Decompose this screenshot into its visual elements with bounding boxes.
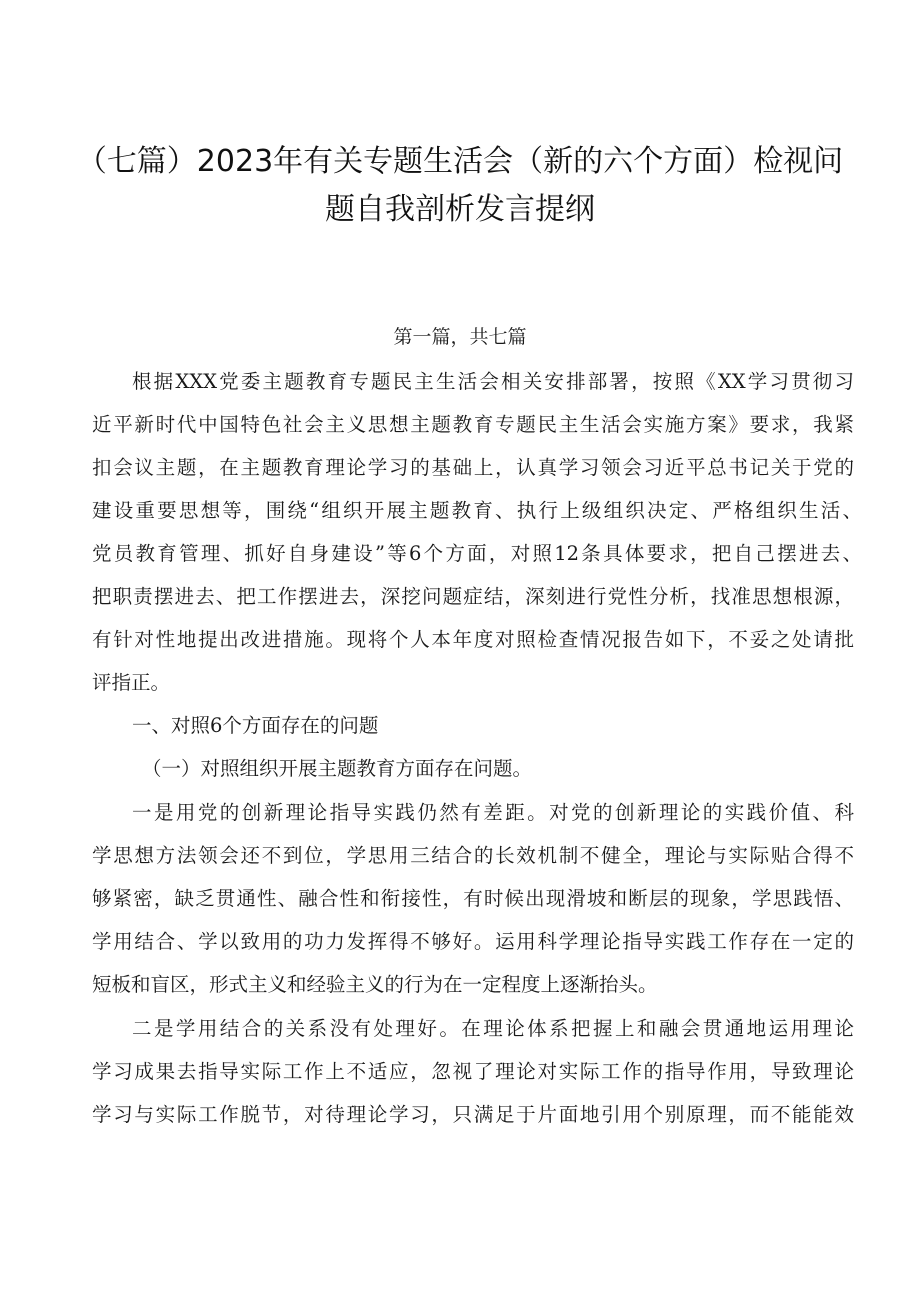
subsection-heading: （一）对照组织开展主题教育方面存在问题。 <box>142 757 533 780</box>
paragraph-line: 近平新时代中国特色社会主义思想主题教育专题民主生活会实施方案》要求，我紧 <box>92 413 854 436</box>
paragraph-line: 学用结合、学以致用的功力发挥得不够好。运用科学理论指导实践工作存在一定的 <box>92 930 854 953</box>
part-heading: 第一篇，共七篇 <box>393 326 527 348</box>
paragraph-line: 够紧密，缺乏贯通性、融合性和衔接性，有时候出现滑坡和断层的现象，学思践悟、 <box>92 887 854 910</box>
paragraph-line: 把职责摆进去、把工作摆进去，深挖问题症结，深刻进行党性分析，找准思想根源， <box>92 585 854 608</box>
paragraph-line: 建设重要思想等，围绕“组织开展主题教育、执行上级组织决定、严格组织生活、 <box>92 499 862 522</box>
paragraph-line: 二是学用结合的关系没有处理好。在理论体系把握上和融会贯通地运用理论 <box>132 1017 854 1040</box>
paragraph-line: 扣会议主题，在主题教育理论学习的基础上，认真学习领会习近平总书记关于党的 <box>92 456 854 479</box>
paragraph-line: 学思想方法领会还不到位，学思用三结合的长效机制不健全，理论与实际贴合得不 <box>92 844 854 867</box>
paragraph-line: 党员教育管理、抓好自身建设”等6个方面，对照12条具体要求，把自己摆进去、 <box>92 542 862 565</box>
paragraph-line: 一是用党的创新理论指导实践仍然有差距。对党的创新理论的实践价值、科 <box>132 801 854 824</box>
document-title-line-1: （七篇）2023年有关专题生活会（新的六个方面）检视问 <box>76 144 844 179</box>
section-heading: 一、对照6个方面存在的问题 <box>132 714 379 737</box>
paragraph-line: 短板和盲区，形式主义和经验主义的行为在一定程度上逐渐抬头。 <box>92 973 658 996</box>
paragraph-line: 学习与实际工作脱节，对待理论学习，只满足于片面地引用个别原理，而不能能效 <box>92 1103 854 1126</box>
paragraph-line: 评指正。 <box>92 671 171 694</box>
paragraph-line: 有针对性地提出改进措施。现将个人本年度对照检查情况报告如下，不妥之处请批 <box>92 628 854 651</box>
paragraph-line: 根据XXX党委主题教育专题民主生活会相关安排部署，按照《XX学习贯彻习 <box>132 370 854 393</box>
document-title-line-2: 题自我剖析发言提纲 <box>325 192 595 227</box>
paragraph-line: 学习成果去指导实际工作上不适应，忽视了理论对实际工作的指导作用，导致理论 <box>92 1060 854 1083</box>
